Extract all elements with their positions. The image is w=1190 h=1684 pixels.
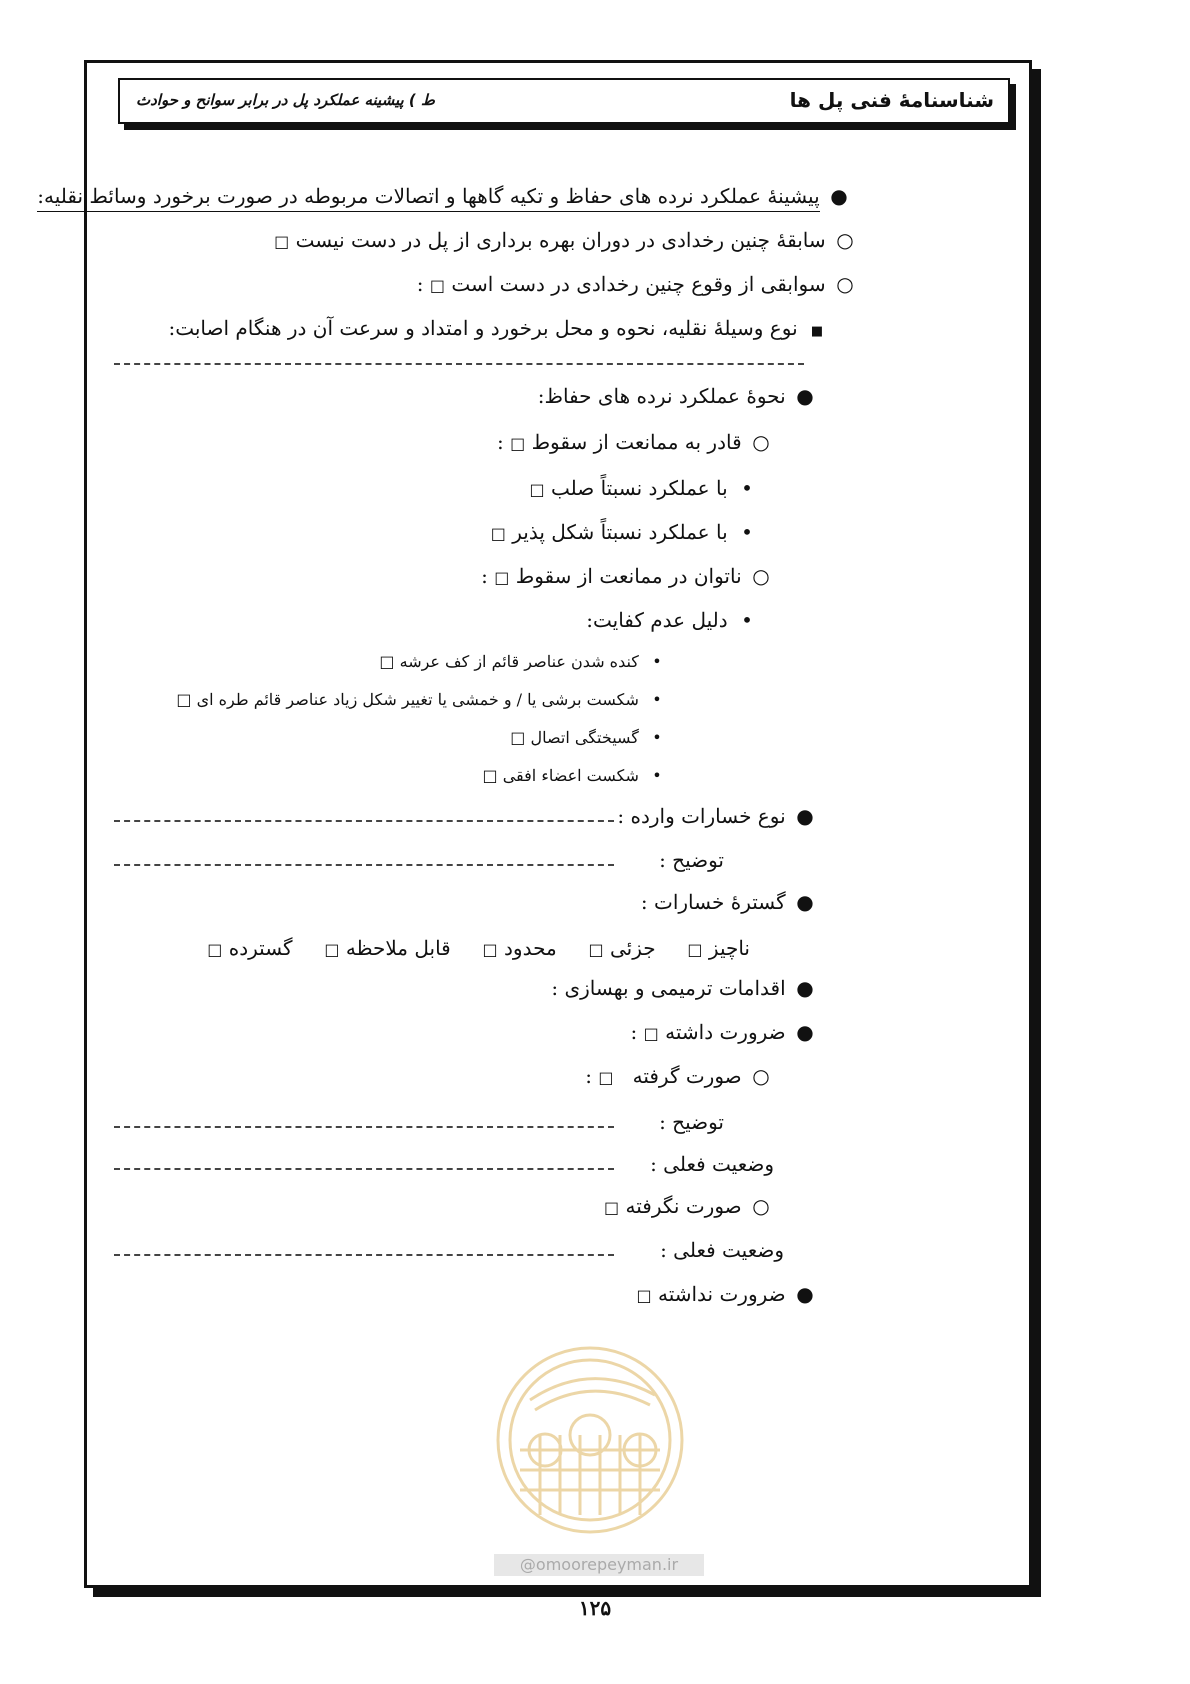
status-label: وضعیت فعلی : [660,1238,784,1262]
circle-bullet: ○ [836,272,854,296]
dot-bullet: • [741,608,753,632]
description-label: توضیح : [659,848,724,872]
checkbox-extensive[interactable]: □ [207,940,223,959]
question-text: نوع خسارات وارده : [617,804,786,828]
status-label: وضعیت فعلی : [650,1152,774,1176]
extent-options [207,936,750,960]
option-label: ضرورت داشته [665,1020,786,1044]
square-bullet: ■ [810,324,824,339]
disc-bullet: ● [830,184,848,208]
extent-minor: جزئی [609,936,656,960]
question-text: اقدامات ترمیمی و بهسازی : [551,976,786,1000]
option-label: شکست برشی یا / و خمشی یا تغییر شکل زیاد عناصر قائم طره ای [196,690,639,709]
option-prevent-fall: ○ قادر به ممانعت از سقوط □ : [497,430,774,454]
option-label: کنده شدن عناصر قائم از کف عرشه [399,652,639,671]
question-guardrail-performance [538,384,818,408]
checkbox-connection-rupture[interactable]: □ [510,728,526,747]
option-label: شکست اعضاء افقی [502,766,639,785]
inadequacy-label: دلیل عدم کفایت: [586,608,728,632]
option-done: ○ صورت گرفته □ : [585,1064,774,1088]
reason-uprooting [379,652,670,671]
question-collision-history [37,184,852,208]
current-status-2-field[interactable] [114,1254,614,1256]
option-label: با عملکرد نسبتاً شکل پذیر [512,520,728,544]
checkbox-ductile[interactable]: □ [490,524,506,543]
vehicle-type-line [168,316,830,340]
disc-bullet: ● [796,1020,814,1044]
checkbox-considerable[interactable]: □ [324,940,340,959]
checkbox-fail-prevent[interactable]: □ [494,568,510,587]
question-text: گسترهٔ خسارات : [640,890,786,914]
document-title: شناسنامهٔ فنی پل ها [789,88,994,112]
dot-bullet: • [652,652,662,671]
option-label: صورت نگرفته [625,1194,742,1218]
checkbox-uprooting[interactable]: □ [379,652,395,671]
circle-bullet: ○ [836,228,854,252]
checkbox-prevent-fall[interactable]: □ [510,434,526,453]
extent-negligible: ناچیز [708,936,750,960]
reason-connection-rupture [510,728,670,747]
checkbox-necessary[interactable]: □ [643,1024,659,1043]
dot-bullet: • [652,690,662,709]
reason-horizontal-failure [483,766,671,785]
checkbox-negligible[interactable]: □ [687,940,703,959]
description-2 [659,1110,724,1134]
checkbox-not-necessary[interactable]: □ [636,1286,652,1305]
circle-bullet: ○ [752,1064,770,1088]
description-1-field[interactable] [114,864,614,866]
extent-limited: محدود [504,936,557,960]
checkbox-has-history[interactable]: □ [429,276,445,295]
option-label: با عملکرد نسبتاً صلب [550,476,728,500]
option-ductile [491,520,760,544]
checkbox-no-history[interactable]: □ [274,232,290,251]
question-text: پیشینهٔ عملکرد نرده های حفاظ و تکیه گاهها و اتصالات مربوطه در صورت برخورد وسائط نقلیه: [37,184,819,212]
watermark-text: @omoorepeyman.ir [494,1554,704,1576]
watermark-stamp-icon [490,1340,690,1540]
page-number: ۱۲۵ [578,1596,612,1620]
dot-bullet: • [741,520,753,544]
option-label: قادر به ممانعت از سقوط [531,430,742,454]
disc-bullet: ● [796,384,814,408]
checkbox-horizontal-failure[interactable]: □ [482,766,498,785]
reason-shear-failure [176,690,670,709]
circle-bullet: ○ [752,1194,770,1218]
option-has-history: ○ سوابقی از وقوع چنین رخدادی در دست است □ : [417,272,858,296]
option-label: سابقهٔ چنین رخدادی در دوران بهره برداری از پل در دست نیست [295,228,826,252]
description-label: توضیح : [659,1110,724,1134]
section-title: ط ) پیشینه عملکرد پل در برابر سوانح و حوادث [136,91,435,109]
description-2-field[interactable] [114,1126,614,1128]
option-label: ضرورت نداشته [657,1282,786,1306]
extent-extensive: گسترده [228,936,293,960]
question-damage-type [617,804,818,828]
dot-bullet: • [652,766,662,785]
disc-bullet: ● [796,976,814,1000]
vehicle-type-label: نوع وسیلهٔ نقلیه، نحوه و محل برخورد و امتداد و سرعت آن در هنگام اصابت: [168,316,798,340]
current-status-1 [650,1152,774,1176]
checkbox-done[interactable]: □ [598,1068,614,1087]
question-text: نحوهٔ عملکرد نرده های حفاظ: [537,384,786,408]
question-remedial-actions [551,976,818,1000]
option-rigid [530,476,761,500]
page-header [118,78,1010,124]
inadequacy-reason [586,608,760,632]
circle-bullet: ○ [752,564,770,588]
question-damage-extent [641,890,818,914]
checkbox-rigid[interactable]: □ [529,480,545,499]
disc-bullet: ● [796,1282,814,1306]
disc-bullet: ● [796,804,814,828]
checkbox-limited[interactable]: □ [482,940,498,959]
description-1 [659,848,724,872]
option-not-necessary [637,1282,819,1306]
damage-type-field[interactable] [114,820,614,822]
option-fail-prevent: ○ ناتوان در ممانعت از سقوط □ : [481,564,774,588]
option-label: گسیختگی اتصال [530,728,639,747]
checkbox-not-done[interactable]: □ [604,1198,620,1217]
disc-bullet: ● [796,890,814,914]
dot-bullet: • [741,476,753,500]
extent-considerable: قابل ملاحظه [345,936,451,960]
option-label: ناتوان در ممانعت از سقوط [515,564,742,588]
dot-bullet: • [652,728,662,747]
current-status-1-field[interactable] [114,1168,614,1170]
vehicle-type-field[interactable] [114,363,804,365]
option-label: صورت گرفته [632,1064,742,1088]
option-not-done [604,1194,774,1218]
checkbox-shear-failure[interactable]: □ [176,690,192,709]
current-status-2 [660,1238,784,1262]
checkbox-minor[interactable]: □ [588,940,604,959]
option-necessary: ● ضرورت داشته □ : [631,1020,818,1044]
option-label: سوابقی از وقوع چنین رخدادی در دست است [451,272,826,296]
circle-bullet: ○ [752,430,770,454]
option-no-history [274,228,858,252]
